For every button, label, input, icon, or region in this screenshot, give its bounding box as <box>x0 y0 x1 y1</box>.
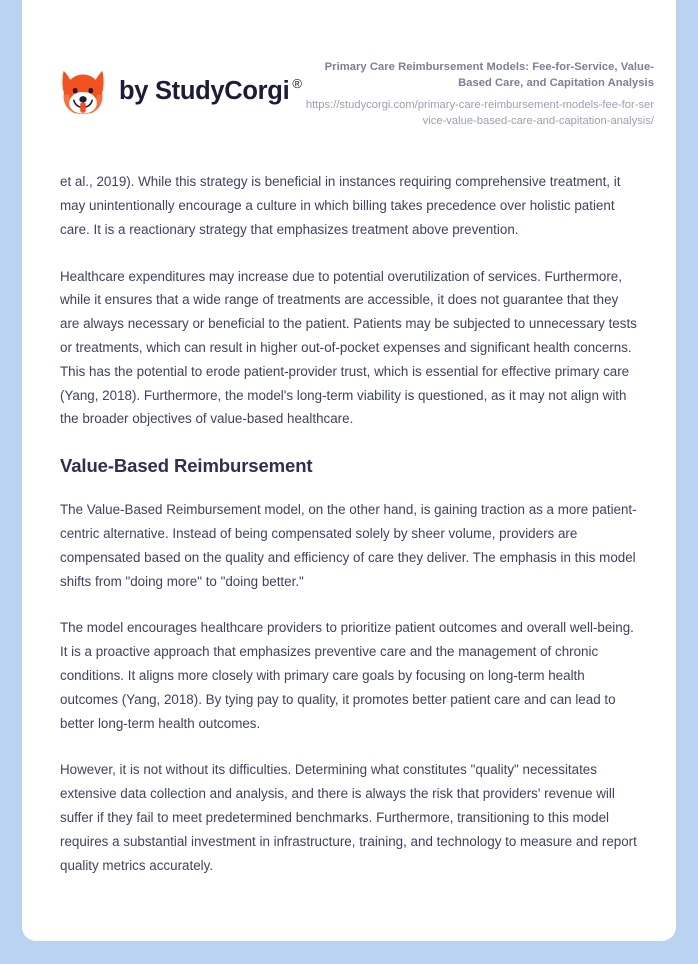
section-heading-value-based-reimbursement: Value-Based Reimbursement <box>60 455 313 477</box>
body-paragraph: The model encourages healthcare providers to prioritize patient outcomes and overall well-being. It is a proactive approach that emphasizes preventive care and the management of chronic conditions. It aligns more closely with primary care goals by focusing on long-term health outcomes (Yang, 2018). By tying pay to quality, it promotes better patient care and can lead to better long-term health outcomes. <box>60 620 634 731</box>
document-header <box>22 0 676 129</box>
brand-logo-block <box>60 56 302 116</box>
document-body <box>22 170 676 877</box>
registered-trademark-icon: ® <box>292 76 302 92</box>
document-page-card <box>22 0 676 941</box>
article-url: https://studycorgi.com/primary-care-reimbursement-models-fee-for-service-value-based-care-and-capitation-analysis/ <box>305 98 654 128</box>
article-title: Primary Care Reimbursement Models: Fee-for-Service, Value-Based Care, and Capitation Analysis <box>324 61 654 89</box>
body-paragraph: However, it is not without its difficulties. Determining what constitutes "quality" necessitates extensive data collection and analysis, and there is always the risk that providers' revenue will suffer if they fail to meet predetermined benchmarks. Furthermore, transitioning to this model requires a substantial investment in infrastructure, training, and technology to measure and report quality metrics accurately. <box>60 762 637 873</box>
body-paragraph: Healthcare expenditures may increase due to potential overutilization of services. Furthermore, while it ensures that a wide range of treatments are accessible, it does not guarantee that they are always necessary or beneficial to the patient. Patients may be subjected to unnecessary tests or treatments, which can result in higher out-of-pocket expenses and significant health concerns. This has the potential to erode patient-provider trust, which is essential for effective primary care (Yang, 2018). Furthermore, the model's long-term viability is questioned, as it may not align with the broader objectives of value-based healthcare. <box>60 268 637 427</box>
body-paragraph: et al., 2019). While this strategy is beneficial in instances requiring comprehensive treatment, it may unintentionally encourage a culture in which billing takes precedence over holistic patient care. It is a reactionary strategy that emphasizes treatment above prevention. <box>60 174 621 237</box>
body-paragraph: The Value-Based Reimbursement model, on the other hand, is gaining traction as a more patient-centric alternative. Instead of being compensated solely by sheer volume, providers are compensated based on the quality and efficiency of care they deliver. The emphasis in this model shifts from "doing more" to "doing better." <box>60 502 637 589</box>
brand-wordmark-text: by StudyCorgi <box>119 77 290 106</box>
header-meta-block <box>302 56 654 129</box>
corgi-head-icon <box>60 68 106 116</box>
brand-wordmark <box>119 76 302 106</box>
